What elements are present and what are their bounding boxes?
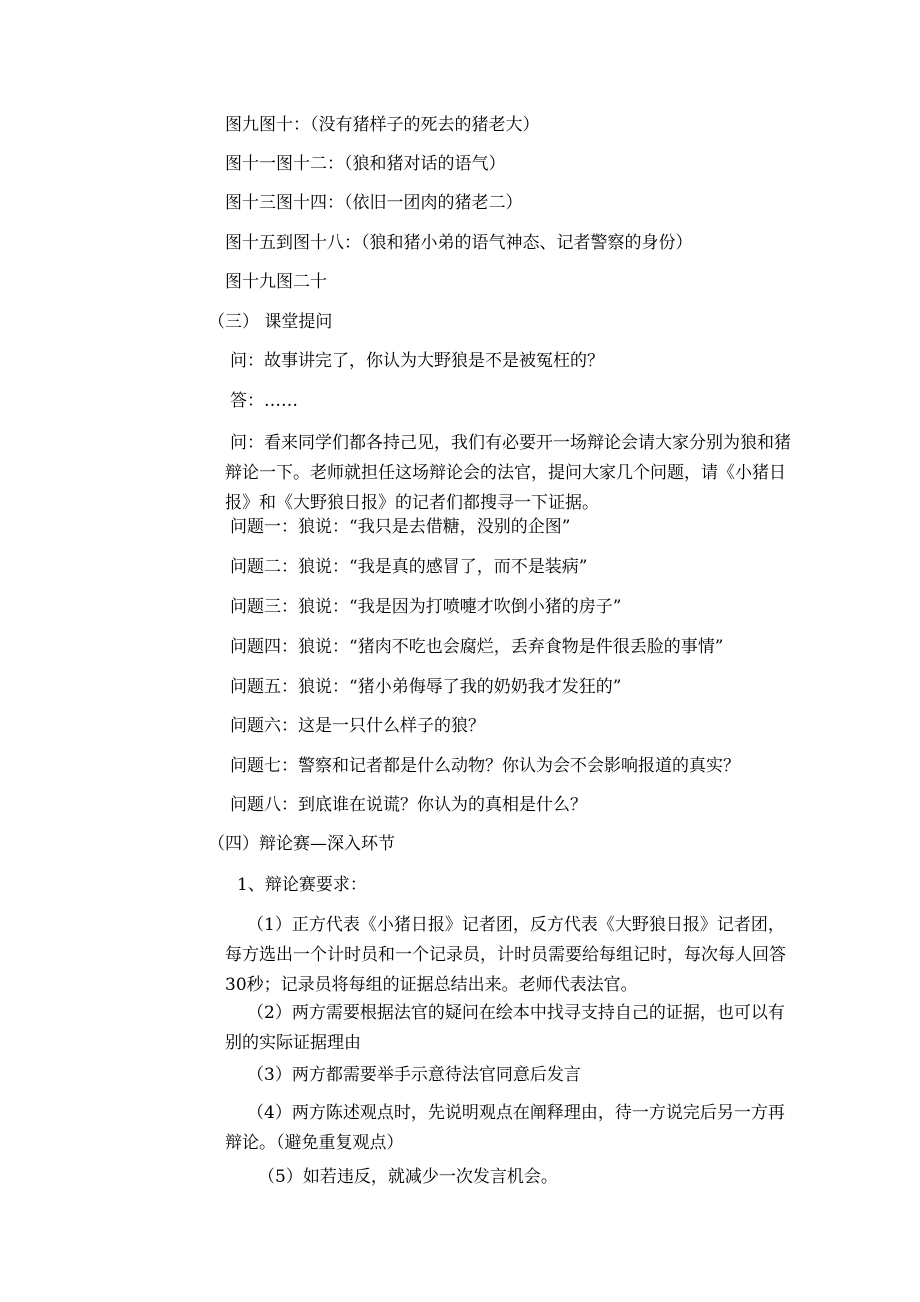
debate-question: 问题四：狼说：“猪肉不吃也会腐烂，丢弃食物是件很丢脸的事情”: [230, 637, 724, 657]
debate-question: 问题八：到底谁在说谎？你认为的真相是什么？: [230, 795, 587, 815]
figure-note: 图十一图十二：（狼和猪对话的语气）: [225, 154, 506, 174]
debate-question: 问题一：狼说：“我只是去借糖，没别的企图”: [230, 517, 571, 537]
debate-question: 问题七：警察和记者都是什么动物？你认为会不会影响报道的真实？: [230, 756, 740, 776]
rule-paragraph: （4）两方陈述观点时，先说明观点在阐释理由，待一方说完后另一方再辩论。（避免重复观点）: [225, 1103, 785, 1153]
subsection-heading: 1、辩论赛要求：: [237, 875, 367, 895]
figure-note: 图十九图二十: [225, 272, 327, 292]
rule-paragraph: （2）两方需要根据法官的疑问在绘本中找寻支持自己的证据，也可以有别的实际证据理由: [225, 1003, 785, 1053]
rule-paragraph: （5）如若违反，就减少一次发言机会。: [258, 1167, 558, 1187]
debate-question: 问题二：狼说：“我是真的感冒了，而不是装病”: [230, 557, 588, 577]
section-heading: （三） 课堂提问: [208, 312, 333, 332]
debate-question: 问题三：狼说：“我是因为打喷嚏才吹倒小猪的房子”: [230, 597, 622, 617]
question-paragraph: 问：看来同学们都各持己见，我们有必要开一场辩论会请大家分别为狼和猪辩论一下。老师就担任这场辩论会的法官，提问大家几个问题，请《小猪日报》和《大野狼日报》的记者们都搜寻一下证据。: [225, 433, 791, 513]
figure-note: 图九图十：（没有猪样子的死去的猪老大）: [225, 115, 540, 135]
rule-paragraph: （3）两方都需要举手示意待法官同意后发言: [247, 1065, 581, 1085]
figure-note: 图十五到图十八：（狼和猪小弟的语气神态、记者警察的身份）: [225, 233, 693, 253]
debate-question: 问题六：这是一只什么样子的狼？: [230, 716, 485, 736]
debate-question: 问题五：狼说：“猪小弟侮辱了我的奶奶我才发狂的”: [230, 677, 622, 697]
section-heading: （四）辩论赛—深入环节: [208, 834, 395, 854]
figure-note: 图十三图十四：（依旧一团肉的猪老二）: [225, 193, 523, 213]
rule-paragraph: （1）正方代表《小猪日报》记者团，反方代表《大野狼日报》记者团，每方选出一个计时员和一个记录员，计时员需要给每组记时，每次每人回答30秒；记录员将每组的证据总结出来。老师代表法官。: [225, 915, 786, 995]
answer-text: 答：……: [230, 391, 298, 411]
question-text: 问：故事讲完了，你认为大野狼是不是被冤枉的？: [230, 351, 604, 371]
